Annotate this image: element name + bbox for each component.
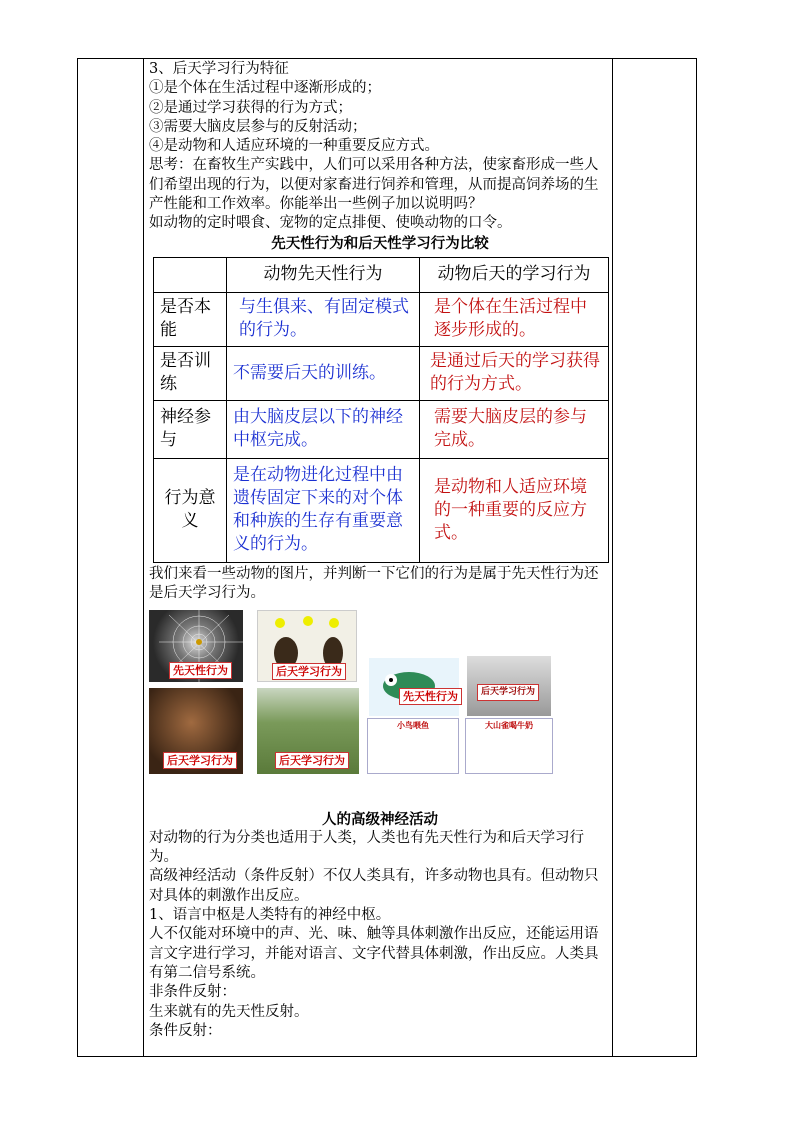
farmer-ox-image (257, 688, 359, 774)
chimp-training-image (257, 610, 357, 682)
tag-learned: 后天学习行为 (275, 752, 349, 769)
text-line: ④是动物和人适应环境的一种重要反应方式。 (149, 138, 439, 155)
table-divider-left (143, 58, 144, 1057)
comparison-table (153, 257, 609, 563)
header-learned: 动物后天的学习行为 (420, 257, 609, 292)
table-row (154, 400, 609, 458)
table-row (154, 458, 609, 562)
text-line: ②是通过学习获得的行为方式； (149, 99, 352, 116)
animal-pictures (149, 610, 611, 800)
cell-learned: 是动物和人适应环境的一种重要的反应方式。 (420, 458, 609, 562)
row-label: 是否训练 (154, 346, 227, 400)
caption-tit-milk (465, 718, 553, 774)
tit-milk-image (467, 656, 551, 716)
table-header-row (154, 257, 609, 292)
tag-learned: 后天学习行为 (477, 684, 539, 701)
header-innate: 动物先天性行为 (227, 257, 420, 292)
spider-web-image (149, 610, 243, 682)
cell-innate: 由大脑皮层以下的神经中枢完成。 (227, 400, 420, 458)
text-line: 人不仅能对环境中的声、光、味、触等具体刺激作出反应，还能运用语言文字进行学习，并能对语言、文字代替具体刺激，作出反应。人类具有第二信号系统。 (149, 926, 599, 981)
cell-learned: 是个体在生活过程中逐步形成的。 (420, 292, 609, 346)
table-row (154, 292, 609, 346)
text-line: ①是个体在生活过程中逐渐形成的； (149, 80, 381, 97)
section2-title: 人的高级神经活动 (322, 810, 438, 828)
think-paragraph: 思考：在畜牧生产实践中，人们可以采用各种方法，使家畜形成一些人们希望出现的行为，以便对家畜进行饲养和管理，从而提高饲养场的生产性能和工作效率。你能举出一些例子加以说明吗？ (149, 157, 599, 213)
chimp-face-image (149, 688, 243, 774)
text-line: 1、语言中枢是人类特有的神经中枢。 (149, 907, 391, 924)
tag-learned: 后天学习行为 (272, 663, 346, 680)
main-content-cell (149, 60, 611, 1041)
table-divider-right (612, 58, 613, 1057)
text-line: 高级神经活动（条件反射）不仅人类具有，许多动物也具有。但动物只对具体的刺激作出反应。 (149, 868, 599, 904)
text-line: 条件反射： (149, 1022, 222, 1039)
bird-icon (369, 658, 459, 716)
tag-innate: 先天性行为 (399, 688, 462, 705)
text-line: ③需要大脑皮层参与的反射活动； (149, 118, 367, 135)
table-title: 先天性行为和后天性学习行为比较 (271, 234, 489, 252)
cell-innate: 是在动物进化过程中由遗传固定下来的对个体和种族的生存有重要意义的行为。 (227, 458, 420, 562)
row-label: 行为意义 (154, 458, 227, 562)
cell-innate: 不需要后天的训练。 (227, 346, 420, 400)
text-line: 对动物的行为分类也适用于人类，人类也有先天性行为和后天学习行为。 (149, 829, 584, 866)
table-row (154, 346, 609, 400)
text-line: 生来就有的先天性反射。 (149, 1003, 309, 1020)
caption-bird-feeding-fish (367, 718, 459, 774)
caption-title: 小鸟喂鱼 (397, 719, 429, 730)
tag-innate: 先天性行为 (169, 662, 232, 679)
text-line: 非条件反射： (149, 984, 236, 1001)
example-line: 如动物的定时喂食、宠物的定点排便、使唤动物的口令。 (149, 215, 512, 232)
caption-title: 大山雀喝牛奶 (485, 719, 533, 730)
text-line: 3、后天学习行为特征 (149, 61, 289, 77)
cell-learned: 需要大脑皮层的参与完成。 (420, 400, 609, 458)
tag-learned: 后天学习行为 (163, 752, 237, 769)
cell-innate: 与生俱来、有固定模式的行为。 (227, 292, 420, 346)
pics-intro: 我们来看一些动物的图片，并判断一下它们的行为是属于先天性行为还是后天学习行为。 (149, 565, 599, 602)
row-label: 是否本能 (154, 292, 227, 346)
cell-learned: 是通过后天的学习获得的行为方式。 (420, 346, 609, 400)
header-empty (154, 257, 227, 292)
row-label: 神经参与 (154, 400, 227, 458)
bird-feeding-fish-image (369, 658, 459, 716)
